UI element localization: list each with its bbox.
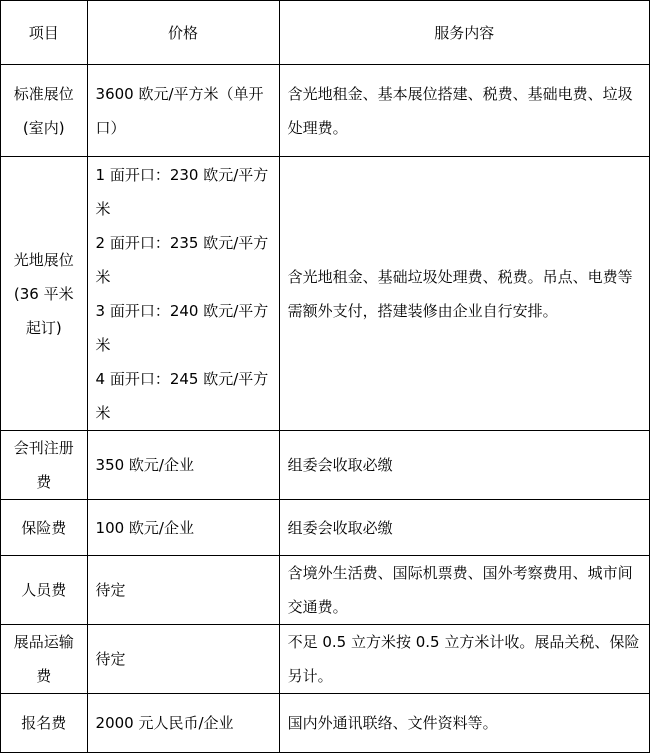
price-cell: 350 欧元/企业 (87, 431, 279, 500)
item-line: (36 平米 (13, 284, 74, 303)
service-cell: 含境外生活费、国际机票费、国外考察费用、城市间交通费。 (279, 556, 649, 625)
table-header-row (1, 1, 650, 65)
item-cell (1, 157, 88, 431)
item-line: 光地展位 (13, 250, 74, 269)
item-cell: 人员费 (1, 556, 88, 625)
item-line: 标准展位 (13, 84, 74, 103)
service-cell: 含光地租金、基本展位搭建、税费、基础电费、垃圾处理费。 (279, 65, 649, 157)
table-row (1, 65, 650, 157)
price-cell: 3600 欧元/平方米（单开口） (87, 65, 279, 157)
item-cell: 会刊注册费 (1, 431, 88, 500)
service-cell: 含光地租金、基础垃圾处理费、税费。吊点、电费等需额外支付，搭建装修由企业自行安排。 (279, 157, 649, 431)
table-row (1, 500, 650, 556)
table-row (1, 694, 650, 753)
price-cell (87, 157, 279, 431)
item-line: 起订) (25, 318, 62, 337)
table-row (1, 625, 650, 694)
table-row (1, 556, 650, 625)
price-line: 3 面开口：240 欧元/平方米 (95, 301, 269, 354)
price-cell: 待定 (87, 625, 279, 694)
item-cell (1, 65, 88, 157)
price-line: 1 面开口：230 欧元/平方米 (95, 165, 269, 218)
price-cell: 待定 (87, 556, 279, 625)
table-row (1, 431, 650, 500)
item-cell: 保险费 (1, 500, 88, 556)
service-cell: 组委会收取必缴 (279, 431, 649, 500)
service-cell: 组委会收取必缴 (279, 500, 649, 556)
item-cell: 展品运输费 (1, 625, 88, 694)
price-line: 2 面开口：235 欧元/平方米 (95, 233, 269, 286)
item-cell: 报名费 (1, 694, 88, 753)
header-service: 服务内容 (279, 1, 649, 65)
header-item: 项目 (1, 1, 88, 65)
service-cell: 不足 0.5 立方米按 0.5 立方米计收。展品关税、保险另计。 (279, 625, 649, 694)
price-cell: 100 欧元/企业 (87, 500, 279, 556)
price-line: 4 面开口：245 欧元/平方米 (95, 369, 269, 422)
header-price: 价格 (87, 1, 279, 65)
service-cell: 国内外通讯联络、文件资料等。 (279, 694, 649, 753)
price-cell: 2000 元人民币/企业 (87, 694, 279, 753)
table-row (1, 157, 650, 431)
item-line: (室内) (22, 118, 65, 137)
